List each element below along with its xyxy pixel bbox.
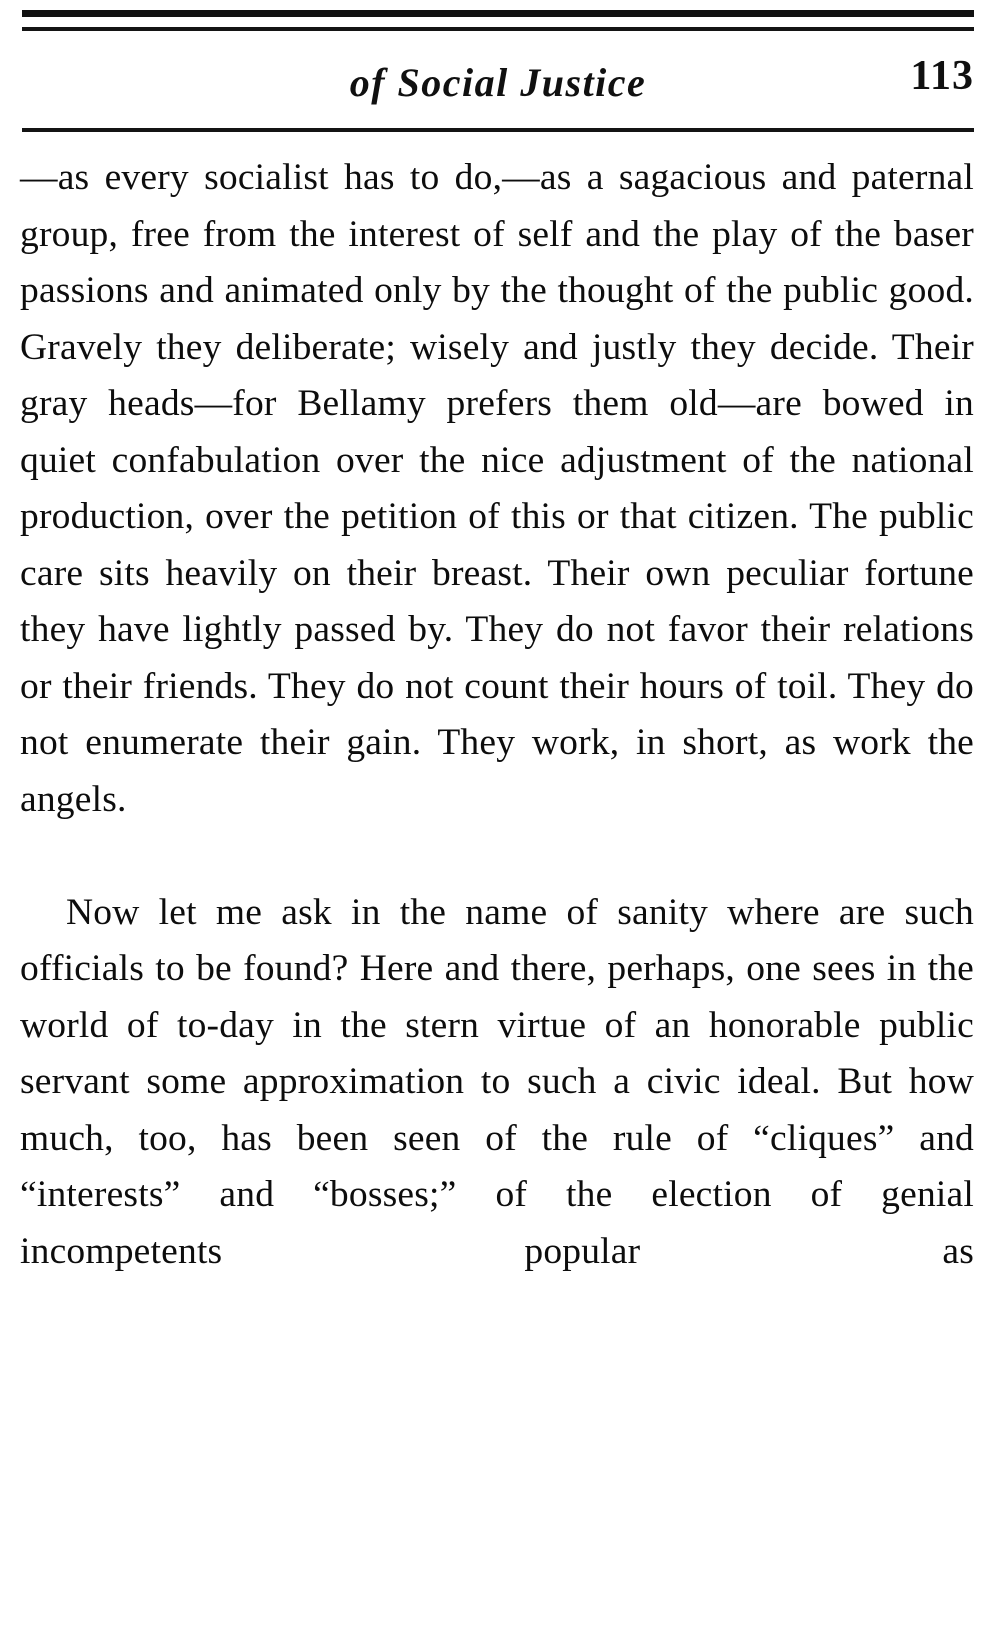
top-thick-rule xyxy=(22,10,974,17)
header-bottom-rule xyxy=(22,128,974,132)
paragraph: Now let me ask in the name of sanity where are such officials to be found? Here and there, perhaps, one sees in the world of to-day in the stern virtue of an honorable public servant some approximation to such a civic ideal. But how much, too, has been seen of the rule of “cliques” and “interests” and “bosses;” of the election of genial incompetents popular as xyxy=(20,891,974,1272)
page-number: 113 xyxy=(910,53,974,99)
top-thin-rule xyxy=(22,27,974,31)
paragraph: —as every socialist has to do,—as a sagacious and paternal group, free from the interest of self and the play of the baser passions and animated only by the thought of the public good. Gravely they deliberate; wisely and justly they decide. Their gray heads—for Bellamy prefers them old—are bowed in quiet confabulation over the nice adjustment of the national production, over the petition of this or that citizen. The public care sits heavily on their breast. Their own peculiar fortune they have lightly passed by. They do not favor their relations or their friends. They do not count their hours of toil. They do not enumerate their gain. They work, in short, as work the angels. xyxy=(20,157,974,820)
running-head xyxy=(22,48,974,116)
running-head-title: of Social Justice xyxy=(349,59,647,105)
body-text xyxy=(20,150,974,1337)
